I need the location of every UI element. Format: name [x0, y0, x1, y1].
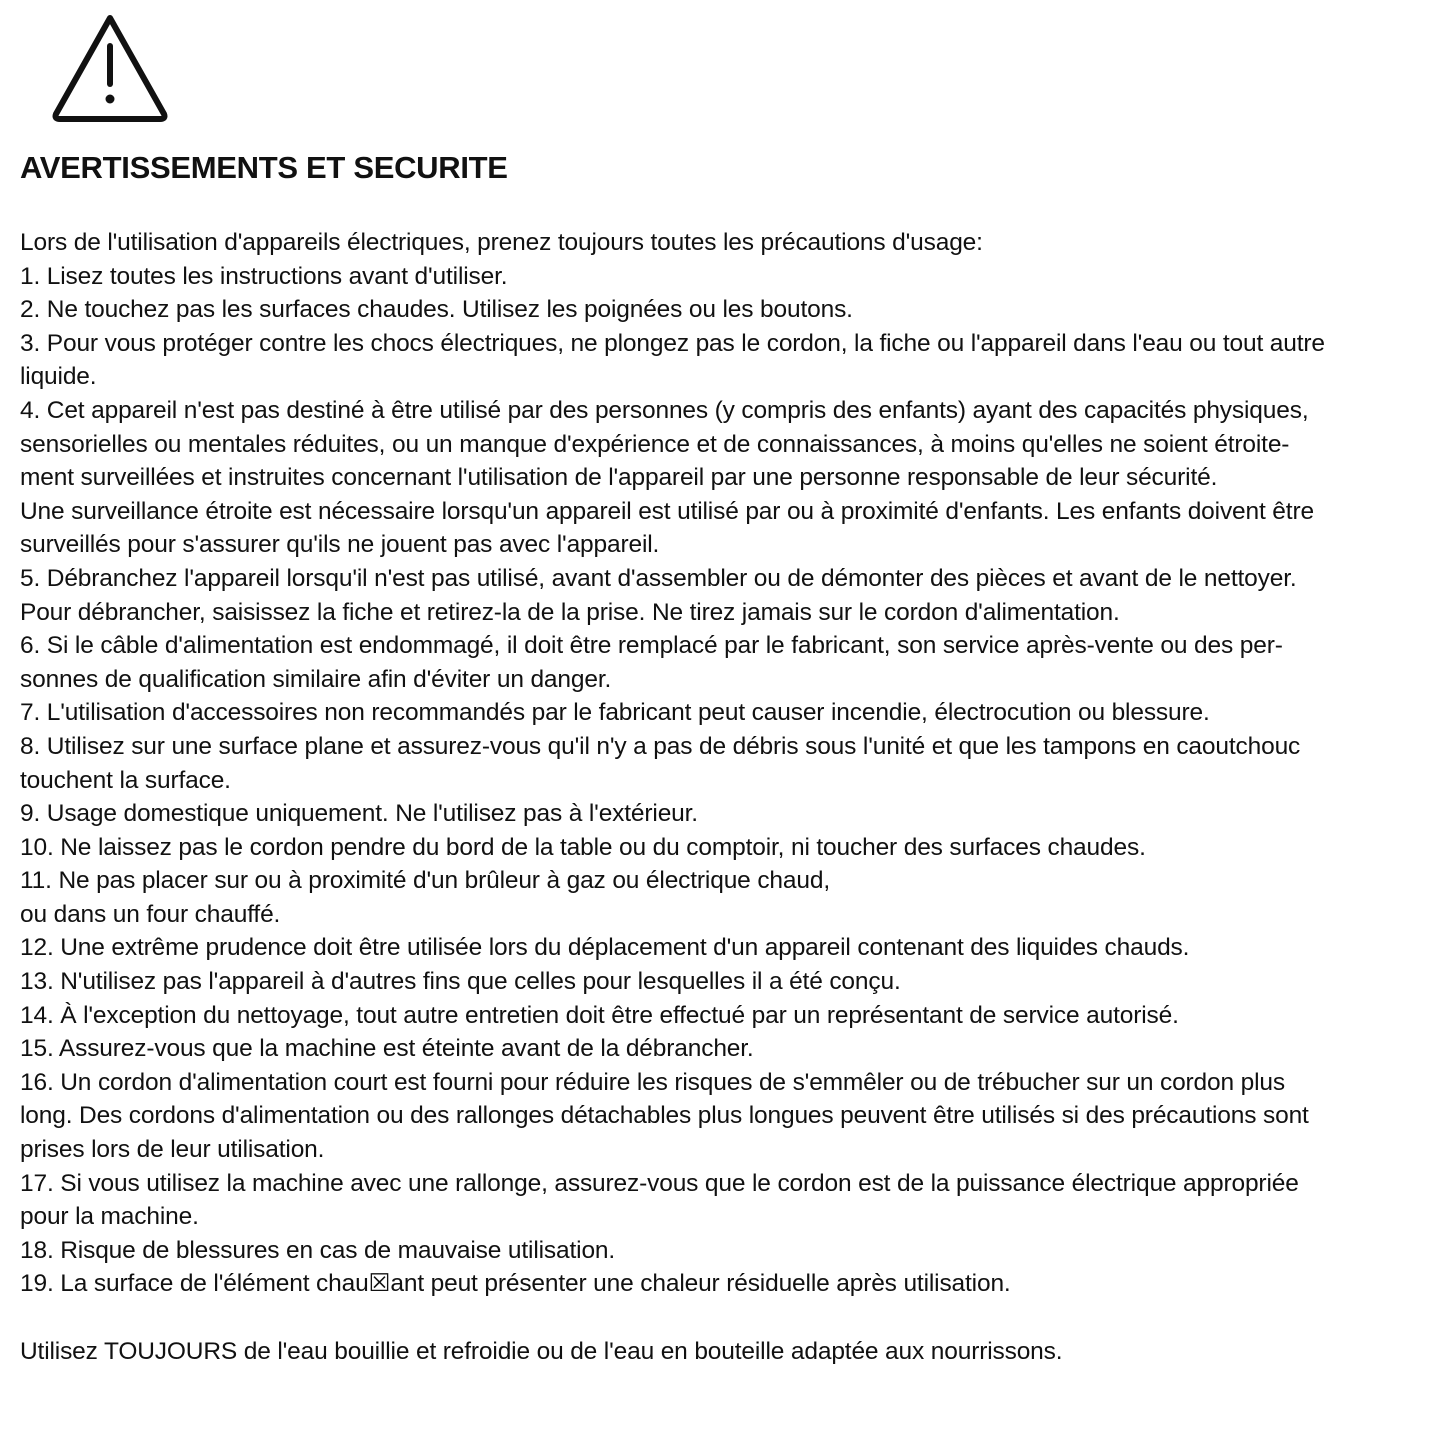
text-line: 1. Lisez toutes les instructions avant d'utiliser.: [20, 262, 508, 290]
text-line: Une surveillance étroite est nécessaire lorsqu'un appareil est utilisé par ou à proximité d'enfants. Les enfants doivent être: [20, 497, 1314, 525]
text-line: sonnes de qualification similaire afin d'éviter un danger.: [20, 665, 612, 693]
text-line: 16. Un cordon d'alimentation court est fourni pour réduire les risques de s'emmêler ou de trébucher sur un cordon plus: [20, 1068, 1285, 1096]
text-line: 18. Risque de blessures en cas de mauvaise utilisation.: [20, 1236, 616, 1264]
text-line: 13. N'utilisez pas l'appareil à d'autres fins que celles pour lesquelles il a été conçu.: [20, 968, 901, 996]
text-line: pour la machine.: [20, 1203, 199, 1231]
text-line: 8. Utilisez sur une surface plane et assurez-vous qu'il n'y a pas de débris sous l'unité et que les tampons en caoutchouc: [20, 732, 1301, 760]
text-line: 15. Assurez-vous que la machine est éteinte avant de la débrancher.: [20, 1035, 754, 1063]
safety-text: [20, 226, 1432, 1368]
text-line: 5. Débranchez l'appareil lorsqu'il n'est pas utilisé, avant d'assembler ou de démonter des pièces et avant de le nettoyer.: [20, 564, 1297, 592]
text-line: 11. Ne pas placer sur ou à proximité d'un brûleur à gaz ou électrique chaud,: [20, 867, 830, 895]
text-line: long. Des cordons d'alimentation ou des rallonges détachables plus longues peuvent être utilisés si des précautions sont: [20, 1102, 1309, 1130]
text-line: 17. Si vous utilisez la machine avec une rallonge, assurez-vous que le cordon est de la puissance électrique appropriée: [20, 1169, 1299, 1197]
page-title: AVERTISSEMENTS ET SECURITE: [20, 150, 508, 185]
text-line: 3. Pour vous protéger contre les chocs électriques, ne plongez pas le cordon, la fiche ou l'appareil dans l'eau ou tout autre: [20, 329, 1325, 357]
text-line: 7. L'utilisation d'accessoires non recommandés par le fabricant peut causer incendie, électrocution ou blessure.: [20, 699, 1210, 727]
paragraph-spacer: [20, 1301, 1432, 1335]
text-line: ment surveillées et instruites concernant l'utilisation de l'appareil par une personne responsable de leur sécurité.: [20, 464, 1218, 492]
text-line: 19. La surface de l'élément chau☒ant peut présenter une chaleur résiduelle après utilisation.: [20, 1270, 1011, 1298]
warning-triangle-icon: [48, 12, 172, 124]
text-line: sensorielles ou mentales réduites, ou un manque d'expérience et de connaissances, à moins qu'elles ne soient étroite-: [20, 430, 1290, 458]
text-line: 14. À l'exception du nettoyage, tout autre entretien doit être effectué par un représentant de service autorisé.: [20, 1001, 1179, 1029]
text-line: 6. Si le câble d'alimentation est endommagé, il doit être remplacé par le fabricant, son service après-vente ou des per-: [20, 632, 1283, 660]
text-line: prises lors de leur utilisation.: [20, 1136, 325, 1164]
text-line: 4. Cet appareil n'est pas destiné à être utilisé par des personnes (y compris des enfants) ayant des capacités physiques,: [20, 396, 1309, 424]
text-line: Pour débrancher, saisissez la fiche et retirez-la de la prise. Ne tirez jamais sur le cordon d'alimentation.: [20, 598, 1120, 626]
text-line: 9. Usage domestique uniquement. Ne l'utilisez pas à l'extérieur.: [20, 800, 698, 828]
text-line: touchent la surface.: [20, 766, 231, 794]
intro-line: Lors de l'utilisation d'appareils électriques, prenez toujours toutes les précautions d'usage:: [20, 229, 983, 256]
text-line: liquide.: [20, 363, 97, 391]
text-line: 2. Ne touchez pas les surfaces chaudes. Utilisez les poignées ou les boutons.: [20, 296, 853, 324]
text-line: surveillés pour s'assurer qu'ils ne jouent pas avec l'appareil.: [20, 531, 660, 559]
text-line: ou dans un four chauffé.: [20, 900, 281, 928]
footer-note: Utilisez TOUJOURS de l'eau bouillie et refroidie ou de l'eau en bouteille adaptée aux nourrissons.: [20, 1337, 1063, 1365]
text-line: 10. Ne laissez pas le cordon pendre du bord de la table ou du comptoir, ni toucher des surfaces chaudes.: [20, 833, 1146, 861]
text-line: 12. Une extrême prudence doit être utilisée lors du déplacement d'un appareil contenant des liquides chauds.: [20, 934, 1190, 962]
